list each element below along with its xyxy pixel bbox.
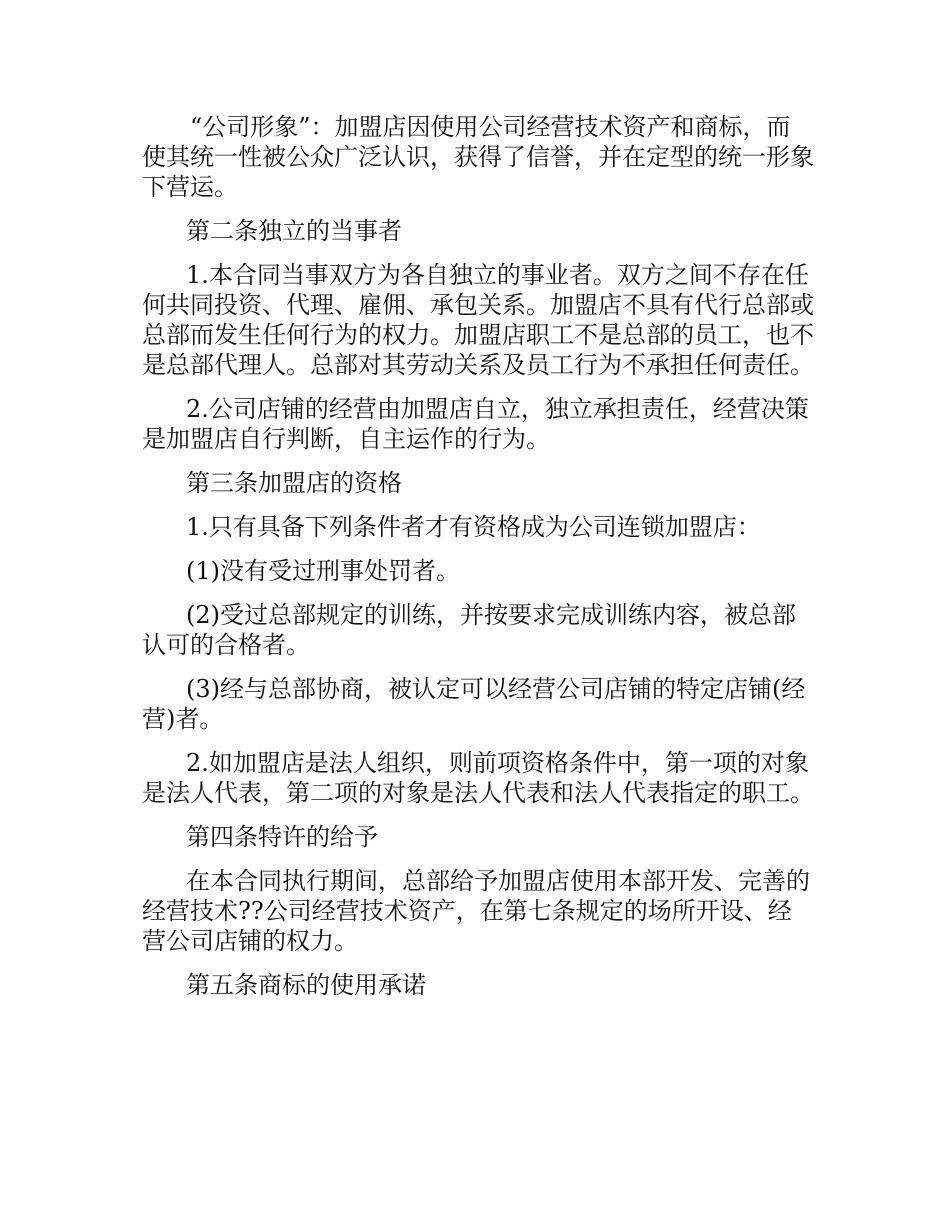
document-page (142, 112, 814, 1014)
article-4-heading: 第四条特许的给予 (186, 823, 378, 851)
article-3-clause-2: 2.如加盟店是法人组织，则前项资格条件中，第一项的对象是法人代表，第二项的对象是法人代表和法人代表指定的职工。 (142, 749, 814, 807)
article-2-clause-1: 1.本合同当事双方为各自独立的事业者。双方之间不存在任何共同投资、代理、雇佣、承包关系。加盟店不具有代行总部或总部而发生任何行为的权力。加盟店职工不是总部的员工，也不是总部代理人。总部对其劳动关系及员工行为不承担任何责任。 (142, 261, 814, 379)
article-2-heading: 第二条独立的当事者 (186, 217, 402, 245)
article-3-item-2: (2)受过总部规定的训练，并按要求完成训练内容，被总部认可的合格者。 (142, 601, 796, 659)
article-5-heading: 第五条商标的使用承诺 (186, 971, 426, 999)
article-3-heading: 第三条加盟店的资格 (186, 469, 402, 497)
article-2-clause-2: 2.公司店铺的经营由加盟店自立，独立承担责任，经营决策是加盟店自行判断，自主运作的行为。 (142, 395, 809, 453)
article-4-body: 在本合同执行期间，总部给予加盟店使用本部开发、完善的经营技术??公司经营技术资产，在第七条规定的场所开设、经营公司店铺的权力。 (142, 867, 810, 955)
article-3-clause-1: 1.只有具备下列条件者才有资格成为公司连锁加盟店： (186, 513, 761, 541)
article-3-item-1: (1)没有受过刑事处罚者。 (186, 557, 460, 585)
definition-company-image: “公司形象”：加盟店因使用公司经营技术资产和商标，而使其统一性被公众广泛认识，获得了信誉，并在定型的统一形象下营运。 (142, 113, 814, 201)
article-3-item-3: (3)经与总部协商，被认定可以经营公司店铺的特定店铺(经营)者。 (142, 675, 806, 733)
